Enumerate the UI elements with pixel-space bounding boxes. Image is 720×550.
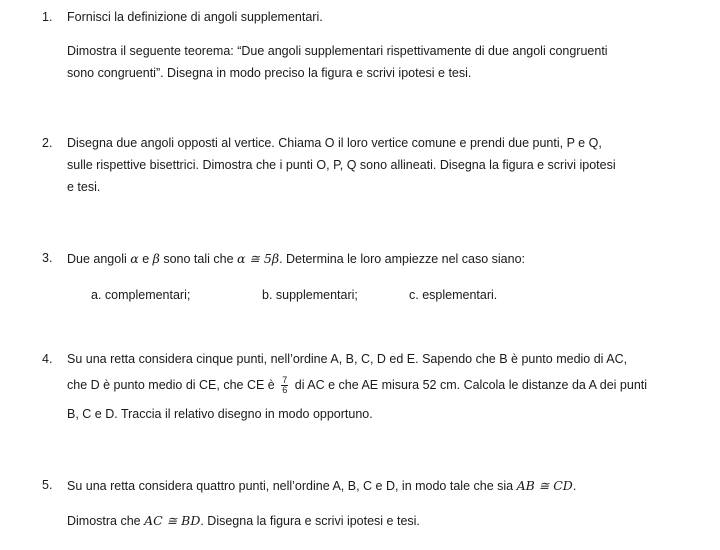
exercise-number: 2.: [42, 136, 53, 150]
exercise-text: [67, 376, 647, 395]
text-segment: . Determina le loro ampiezze nel caso siano:: [279, 252, 526, 266]
exercise-text: [67, 513, 420, 528]
exercise-text: sono congruenti”. Disegna in modo preciso la figura e scrivi ipotesi e tesi.: [67, 66, 472, 80]
exercise-number: 4.: [42, 352, 53, 366]
text-segment: Dimostra che: [67, 514, 141, 528]
text-segment: e: [142, 252, 150, 266]
exercise-text: B, C e D. Traccia il relativo disegno in modo opportuno.: [67, 407, 373, 421]
option-b: b. supplementari;: [262, 288, 358, 302]
math-relation: α ≅ 5β: [237, 251, 280, 266]
beta-symbol: β: [152, 251, 160, 266]
exercise-text: [67, 251, 525, 266]
fraction: [281, 376, 288, 395]
exercise-text: Fornisci la definizione di angoli supplementari.: [67, 10, 323, 24]
exercise-number: 5.: [42, 478, 53, 492]
fraction-numerator: 7: [282, 375, 288, 385]
text-segment: che D è punto medio di CE, che CE è: [67, 377, 275, 392]
exercise-text: [67, 478, 576, 493]
option-a: a. complementari;: [91, 288, 191, 302]
option-c: c. esplementari.: [409, 288, 498, 302]
math-relation: AB ≅ CD: [516, 478, 573, 493]
text-segment: Su una retta considera quattro punti, nell’ordine A, B, C e D, in modo tale che sia: [67, 479, 514, 493]
exercise-text: Su una retta considera cinque punti, nell’ordine A, B, C, D ed E. Sapendo che B è punto medio di AC,: [67, 352, 628, 366]
math-relation: AC ≅ BD: [144, 513, 201, 528]
exercise-text: e tesi.: [67, 180, 101, 194]
text-segment: sono tali che: [163, 252, 234, 266]
text-segment: . Disegna la figura e scrivi ipotesi e tesi.: [200, 514, 420, 528]
fraction-denominator: 6: [282, 385, 288, 395]
exercise-number: 3.: [42, 251, 53, 265]
alpha-symbol: α: [130, 251, 139, 266]
text-segment: di AC e che AE misura 52 cm. Calcola le distanze da A dei punti: [294, 377, 648, 392]
text-segment: .: [572, 479, 577, 493]
text-segment: Due angoli: [67, 252, 127, 266]
exercise-text: Dimostra il seguente teorema: “Due angoli supplementari rispettivamente di due angoli congruenti: [67, 44, 608, 58]
exercise-number: 1.: [42, 10, 53, 24]
exercise-text: sulle rispettive bisettrici. Dimostra che i punti O, P, Q sono allineati. Disegna la figura e scrivi ipotesi: [67, 158, 616, 172]
exercise-text: Disegna due angoli opposti al vertice. Chiama O il loro vertice comune e prendi due punti, P e Q,: [67, 136, 602, 150]
